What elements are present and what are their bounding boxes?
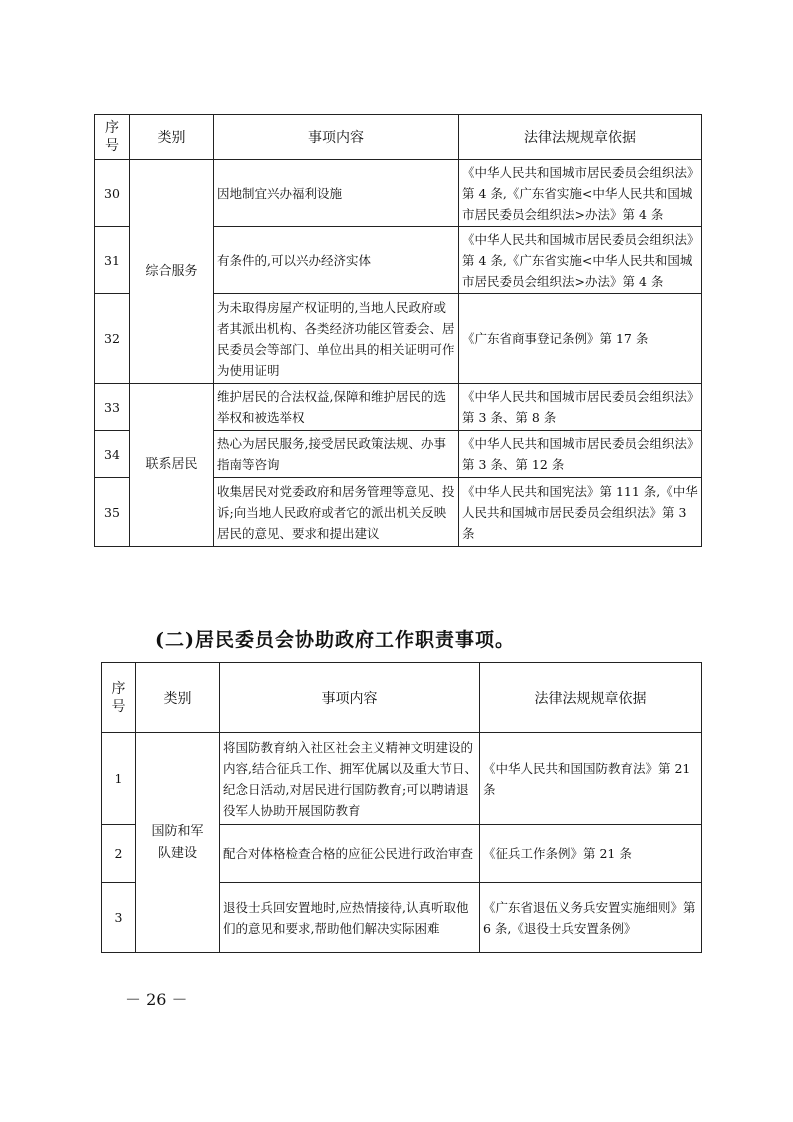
responsibilities-table-1 <box>94 114 702 547</box>
row-content: 收集居民对党委政府和居务管理等意见、投诉;向当地人民政府或者它的派出机关反映居民的意见、要求和提出建议 <box>214 478 459 547</box>
row-basis: 《中华人民共和国城市居民委员会组织法》第 3 条、第 12 条 <box>459 431 702 478</box>
category-cell: 综合服务 <box>130 160 214 384</box>
row-content: 为未取得房屋产权证明的,当地人民政府或者其派出机构、各类经济功能区管委会、居民委员会等部门、单位出具的相关证明可作为使用证明 <box>214 294 459 384</box>
row-basis: 《中华人民共和国城市居民委员会组织法》第 4 条,《广东省实施<中华人民共和国城市居民委员会组织法>办法》第 4 条 <box>459 227 702 294</box>
section-title: (二)居民委员会协助政府工作职责事项。 <box>155 629 515 651</box>
row-content: 有条件的,可以兴办经济实体 <box>214 227 459 294</box>
table-header-row <box>102 663 702 733</box>
table-row <box>95 160 702 227</box>
row-basis: 《广东省商事登记条例》第 17 条 <box>459 294 702 384</box>
row-seq: 33 <box>95 384 130 431</box>
table-row <box>102 733 702 825</box>
table-row <box>95 384 702 431</box>
row-content: 因地制宜兴办福利设施 <box>214 160 459 227</box>
row-seq: 2 <box>102 825 136 883</box>
row-basis: 《中华人民共和国城市居民委员会组织法》第 3 条、第 8 条 <box>459 384 702 431</box>
row-basis: 《中华人民共和国宪法》第 111 条,《中华人民共和国城市居民委员会组织法》第 3 条 <box>459 478 702 547</box>
row-seq: 32 <box>95 294 130 384</box>
row-basis: 《中华人民共和国城市居民委员会组织法》第 4 条,《广东省实施<中华人民共和国城市居民委员会组织法>办法》第 4 条 <box>459 160 702 227</box>
header-content: 事项内容 <box>220 663 480 733</box>
row-content: 热心为居民服务,接受居民政策法规、办事指南等咨询 <box>214 431 459 478</box>
header-category: 类别 <box>136 663 220 733</box>
responsibilities-table-2 <box>101 662 702 953</box>
category-cell: 国防和军队建设 <box>136 733 220 953</box>
row-basis: 《征兵工作条例》第 21 条 <box>480 825 702 883</box>
row-content: 配合对体格检查合格的应征公民进行政治审查 <box>220 825 480 883</box>
row-seq: 30 <box>95 160 130 227</box>
row-seq: 34 <box>95 431 130 478</box>
row-seq: 31 <box>95 227 130 294</box>
row-basis: 《广东省退伍义务兵安置实施细则》第 6 条,《退役士兵安置条例》 <box>480 883 702 953</box>
header-content: 事项内容 <box>214 115 459 160</box>
row-content: 维护居民的合法权益,保障和维护居民的选举权和被选举权 <box>214 384 459 431</box>
row-seq: 3 <box>102 883 136 953</box>
row-content: 将国防教育纳入社区社会主义精神文明建设的内容,结合征兵工作、拥军优属以及重大节日、纪念日活动,对居民进行国防教育;可以聘请退役军人协助开展国防教育 <box>220 733 480 825</box>
page-number: － 26 － <box>125 990 188 1009</box>
table-header-row <box>95 115 702 160</box>
row-seq: 1 <box>102 733 136 825</box>
header-basis: 法律法规规章依据 <box>459 115 702 160</box>
header-basis: 法律法规规章依据 <box>480 663 702 733</box>
row-content: 退役士兵回安置地时,应热情接待,认真听取他们的意见和要求,帮助他们解决实际困难 <box>220 883 480 953</box>
row-basis: 《中华人民共和国国防教育法》第 21 条 <box>480 733 702 825</box>
row-seq: 35 <box>95 478 130 547</box>
category-cell: 联系居民 <box>130 384 214 547</box>
header-seq: 序号 <box>95 115 130 160</box>
header-seq: 序号 <box>102 663 136 733</box>
header-category: 类别 <box>130 115 214 160</box>
